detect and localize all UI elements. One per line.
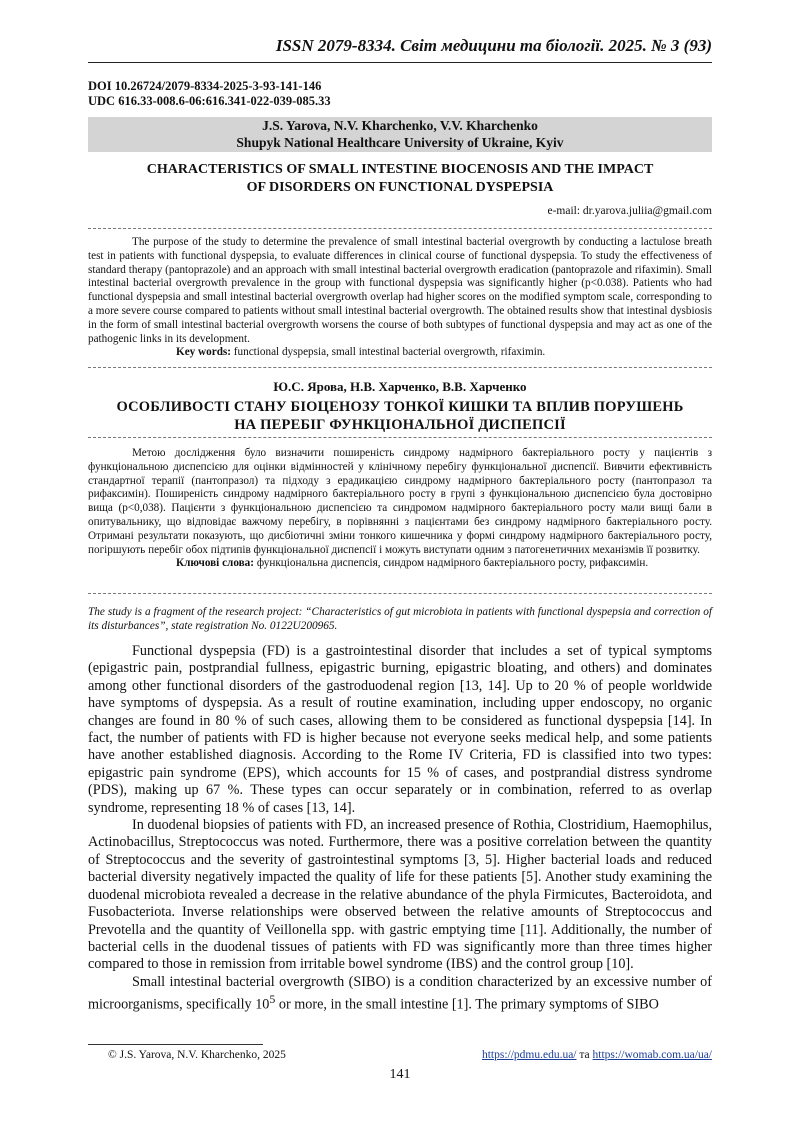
ua-abstract: Метою дослідження було визначити поширеність синдрому надмірного бактеріального росту у пацієнтів з функціональною диспепсією для оцінки відмінностей у клінічному перебігу функціональної диспепсії. Вивчити ефективність стандартної терапії (пантопразол) та підходу з ерадикацією синдрому надмірного бактеріального росту (пантопразол та рифаксимін). Поширеність синдрому надмірного бактеріального росту в групі з функціональною диспепсією була достовірно вища (p<0,038). Пацієнти з функціональною диспепсією та синдромом надмірного бактеріального росту мали вищі бали в опитувальнику, що відповідає важчому перебігу, в порівнянні з пацієнтами без синдрому надмірного бактеріального росту. Отримані результати показують, що дисбіотичні зміни тонкого кишечника у формі синдрому надмірного бактеріального росту, погіршують перебіг обох підтипів функціональної диспепсії і можуть виступати одним з патогенетичних механізмів її розвитку.	[88, 447, 712, 556]
en-title	[88, 161, 712, 197]
article-body	[88, 643, 712, 1014]
divider-en-top	[88, 228, 712, 229]
body-paragraph-3-text-b: or more, in the small intestine [1]. The primary symptoms of SIBO	[275, 996, 659, 1013]
en-abstract: The purpose of the study to determine the prevalence of small intestinal bacterial overgrowth by conducting a lactulose breath test in patients with functional dyspepsia, to evaluate differences in clinical course of functional dyspepsia. To study the effectiveness of standard therapy (pantoprazole) and an approach with small intestinal bacterial overgrowth eradication (pantoprazole and rifaximin). Small intestinal bacterial overgrowth prevalence in the group with functional dyspepsia was significantly higher (p<0.038). Patients who had functional dyspepsia and small intestinal bacterial overgrowth overlap had higher scores on the modified symptom scale, corresponding to a more severe course compared to patients without small intestinal bacterial overgrowth. The obtained results show that intestinal dysbiosis in the form of small intestinal bacterial overgrowth worsens the course of both subtypes of functional dyspepsia and may act as one of the pathogenic links in its development.	[88, 236, 712, 345]
en-keywords-text: functional dyspepsia, small intestinal bacterial overgrowth, rifaximin.	[231, 346, 546, 359]
en-abstract-block	[88, 236, 712, 360]
body-paragraph-3-text-a: Small intestinal bacterial overgrowth (SIBO) is a condition characterized by an excessive number of microorganisms, specifically 10	[88, 973, 712, 1013]
pdmu-link[interactable]: https://pdmu.edu.ua/	[481, 1049, 577, 1061]
exponent: 5	[269, 992, 276, 1007]
ua-keywords	[88, 557, 712, 571]
research-project-note: The study is a fragment of the research project: “Characteristics of gut microbiota in patients with functional dyspepsia and correction of its disturbances”, state registration No. 0122U200965.	[88, 606, 712, 632]
footer-rule	[88, 1044, 263, 1045]
ua-title-line-2: НА ПЕРЕБІГ ФУНКЦІОНАЛЬНОЇ ДИСПЕПСІЇ	[234, 417, 566, 433]
ua-title-line-1: ОСОБЛИВОСТІ СТАНУ БІОЦЕНОЗУ ТОНКОЇ КИШКИ ТА ВПЛИВ ПОРУШЕНЬ	[116, 399, 684, 415]
en-title-line-1: CHARACTERISTICS OF SMALL INTESTINE BIOCENOSIS AND THE IMPACT	[146, 162, 654, 177]
link-separator: та	[576, 1049, 593, 1061]
en-title-line-2: OF DISORDERS ON FUNCTIONAL DYSPEPSIA	[246, 180, 554, 195]
header-rule	[88, 62, 712, 63]
ua-authors: Ю.С. Ярова, Н.В. Харченко, В.В. Харченко	[273, 379, 527, 394]
en-keywords	[88, 346, 712, 360]
udc: UDC 616.33-008.6-06:616.341-022-039-085.33	[88, 94, 331, 108]
ua-keywords-text: функціональна диспепсія, синдром надмірного бактеріального росту, рифаксимін.	[254, 557, 649, 570]
page-number: 141	[389, 1067, 411, 1082]
author-email: e-mail: dr.yarova.juliia@gmail.com	[547, 205, 712, 217]
en-affiliation: Shupyk National Healthcare University of Ukraine, Kyiv	[236, 134, 564, 150]
footer-links	[482, 1049, 712, 1061]
article-identifiers	[88, 79, 331, 109]
body-paragraph-2: In duodenal biopsies of patients with FD, an increased presence of Rothia, Clostridium, Haemophilus, Actinobacillus, Streptococcus was noted. Furthermore, there was a positive correlation between the quantity of Streptococcus and the severity of gastrointestinal symptoms [3, 5]. Higher bacterial loads and reduced bacterial diversity negatively impacted the quality of life for these patients [5]. Another study examining the duodenal microbiota revealed a decrease in the relative abundance of the phyla Firmicutes, Bacteroidota, and Fusobacteriota. Inverse relationships were observed between the relative amounts of Streptococcus and Prevotella and the quantity of Veillonella spp. with gastric emptying time [11]. Additionally, the number of bacterial cells in the duodenal tissues of patients with FD was significantly more than three times higher compared to those in remission from irritable bowel syndrome (IBS) and the control group [10].	[88, 817, 712, 973]
womab-link[interactable]: https://womab.com.ua/ua/	[592, 1049, 712, 1061]
en-authors: J.S. Yarova, N.V. Kharchenko, V.V. Kharchenko	[262, 118, 538, 133]
copyright: © J.S. Yarova, N.V. Kharchenko, 2025	[108, 1049, 286, 1061]
journal-header: ISSN 2079-8334. Світ медицини та біології. 2025. № 3 (93)	[275, 36, 712, 55]
ua-abstract-block	[88, 447, 712, 571]
en-authors-block	[88, 117, 712, 152]
ua-keywords-label: Ключові слова:	[176, 557, 255, 570]
divider-en-bottom	[88, 367, 712, 368]
divider-ua-top	[88, 437, 712, 438]
doi: DOI 10.26724/2079-8334-2025-3-93-141-146	[88, 79, 322, 93]
body-paragraph-1: Functional dyspepsia (FD) is a gastrointestinal disorder that includes a set of typical symptoms (epigastric pain, postprandial fullness, epigastric burning, epigastric bloating, and others) and dominates among other functional disorders of the gastroduodenal region [13, 14]. Up to 20 % of people worldwide have symptoms of dyspepsia. As a result of routine examination, including upper endoscopy, no organic changes are found in 80 % of such cases, allowing them to be considered as functional dyspepsia [14]. In fact, the number of patients with FD is higher because not everyone seeks medical help, and some patients have another established diagnosis. According to the Rome IV Criteria, FD is classified into two types: epigastric pain syndrome (EPS), which accounts for 15 % of cases, and postprandial distress syndrome (PDS), making up 67 %. These types can occur separately or in combination, referred to as overlap syndrome, representing 18 % of cases [13, 14].	[88, 643, 712, 816]
divider-ua-bottom	[88, 593, 712, 594]
body-paragraph-3	[88, 974, 712, 1015]
ua-title	[88, 398, 712, 434]
en-keywords-label: Key words:	[176, 346, 231, 359]
